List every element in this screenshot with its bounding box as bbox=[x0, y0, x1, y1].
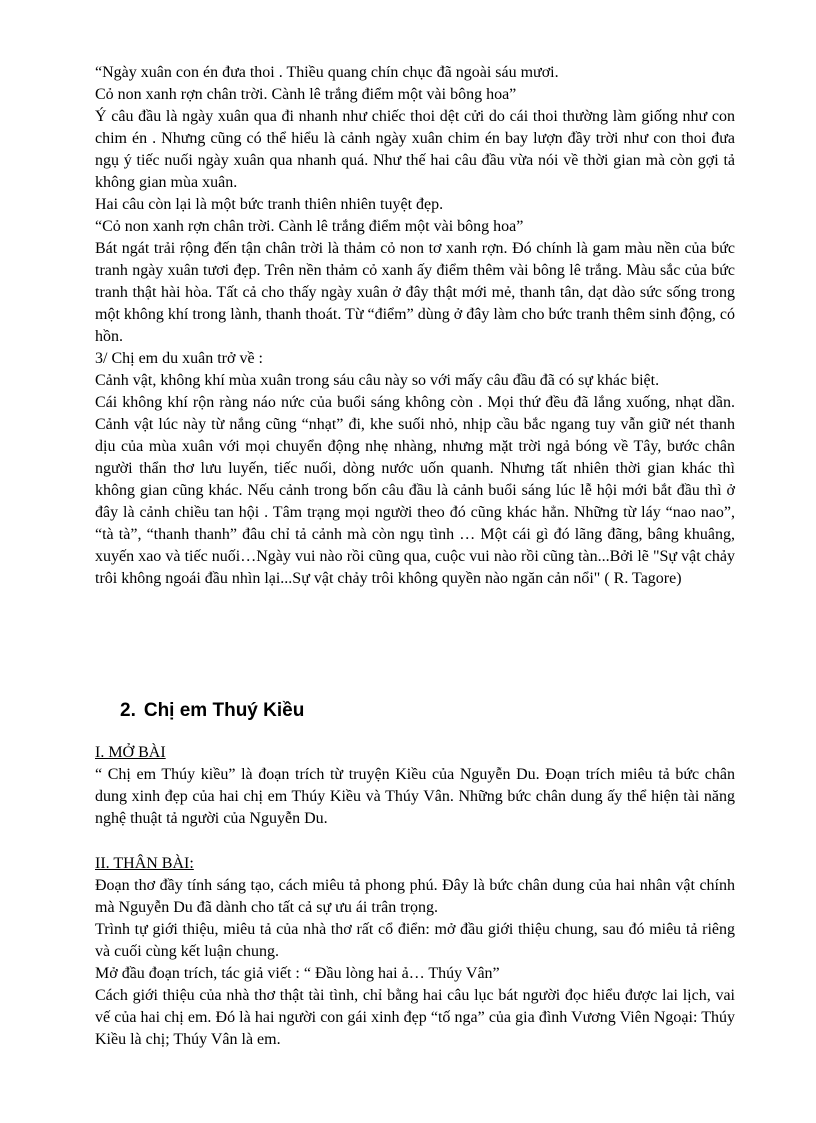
paragraph: Cái không khí rộn ràng náo nức của buổi sáng không còn . Mọi thứ đều đã lắng xuống, nhạt dần. Cảnh vật lúc này từ nắng cũng “nhạt” đi, khe suối nhỏ, nhịp cầu bắc ngang tuy vẫn giữ nét thanh dịu của mùa xuân với mọi chuyển động nhẹ nhàng, nhưng mặt trời ngả bóng về Tây, bước chân người thẩn thơ lưu luyến, tiếc nuối, dòng nước uốn quanh. Nhưng tất nhiên thời gian khác thì không gian cũng khác. Nếu cảnh trong bốn câu đầu là cảnh buổi sáng lúc lễ hội mới bắt đầu thì ở đây là cảnh chiều tan hội . Tâm trạng mọi người theo đó cũng khác hẳn. Những từ láy “nao nao”, “tà tà”, “thanh thanh” đâu chỉ tả cảnh mà còn ngụ tình … Một cái gì đó lãng đãng, bâng khuâng, xuyến xao và tiếc nuối…Ngày vui nào rồi cũng qua, cuộc vui nào rồi cũng tàn...Bởi lẽ "Sự vật chảy trôi không ngoái đầu nhìn lại...Sự vật chảy trôi không quyền nào ngăn cản nổi" ( R. Tagore) bbox=[95, 394, 735, 587]
body-title: II. THÂN BÀI: bbox=[95, 855, 194, 872]
paragraph: Cách giới thiệu của nhà thơ thật tài tình, chỉ bằng hai câu lục bát người đọc hiểu được lai lịch, vai vế của hai chị em. Đó là hai người con gái xinh đẹp “tố nga” của gia đình Vương Viên Ngoại: Thúy Kiều là chị; Thúy Vân là em. bbox=[95, 987, 735, 1048]
intro-section bbox=[95, 742, 735, 830]
quote-line-1: “Ngày xuân con én đưa thoi . Thiều quang chín chục đã ngoài sáu mươi. bbox=[95, 64, 559, 81]
paragraph: Đoạn thơ đầy tính sáng tạo, cách miêu tả phong phú. Đây là bức chân dung của hai nhân vật chính mà Nguyễn Du đã dành cho tất cả sự ưu ái trân trọng. bbox=[95, 877, 735, 916]
paragraph: “ Chị em Thúy kiều” là đoạn trích từ truyện Kiều của Nguyễn Du. Đoạn trích miêu tả bức chân dung xinh đẹp của hai chị em Thúy Kiều và Thúy Vân. Những bức chân dung ấy thể hiện tài năng nghệ thuật tả người của Nguyễn Du. bbox=[95, 766, 735, 827]
section-heading bbox=[120, 697, 304, 725]
intro-title: I. MỞ BÀI bbox=[95, 744, 166, 761]
paragraph: Ý câu đầu là ngày xuân qua đi nhanh như chiếc thoi dệt cửi do cái thoi thường làm giống như con chim én . Nhưng cũng có thể hiểu là cảnh ngày xuân chim én bay lượn đầy trời như con thoi đưa ngụ ý tiếc nuối ngày xuân qua nhanh quá. Như thế hai câu đầu vừa nói về thời gian mà còn gợi tả không gian mùa xuân. bbox=[95, 108, 735, 191]
heading-number: 2. bbox=[120, 700, 136, 721]
quote-line-2: Cỏ non xanh rợn chân trời. Cành lê trắng điểm một vài bông hoa” bbox=[95, 86, 517, 103]
paragraph: Hai câu còn lại là một bức tranh thiên nhiên tuyệt đẹp. bbox=[95, 196, 444, 213]
paragraph: Mở đầu đoạn trích, tác giả viết : “ Đầu lòng hai ả… Thúy Vân” bbox=[95, 965, 500, 982]
body-section bbox=[95, 853, 735, 1051]
paragraph: Bát ngát trải rộng đến tận chân trời là thảm cỏ non tơ xanh rợn. Đó chính là gam màu nền của bức tranh ngày xuân tươi đẹp. Trên nền thảm cỏ xanh ấy điểm thêm vài bông lê trắng. Màu sắc của bức tranh thật hài hòa. Tất cả cho thấy ngày xuân ở đây thật mới mẻ, thanh tân, dạt dào sức sống trong một không khí trong lành, thanh thoát. Từ “điểm” dùng ở đây làm cho bức tranh thêm sinh động, có hồn. bbox=[95, 240, 735, 345]
section-1-text bbox=[95, 62, 735, 590]
paragraph: Cảnh vật, không khí mùa xuân trong sáu câu này so với mấy câu đầu đã có sự khác biệt. bbox=[95, 372, 660, 389]
subheading: 3/ Chị em du xuân trở về : bbox=[95, 350, 263, 367]
heading-title: Chị em Thuý Kiều bbox=[143, 700, 305, 721]
paragraph: Trình tự giới thiệu, miêu tả của nhà thơ rất cổ điển: mở đầu giới thiệu chung, sau đó miêu tả riêng và cuối cùng kết luận chung. bbox=[95, 921, 735, 960]
quote-line: “Cỏ non xanh rợn chân trời. Cành lê trắng điểm một vài bông hoa” bbox=[95, 218, 524, 235]
